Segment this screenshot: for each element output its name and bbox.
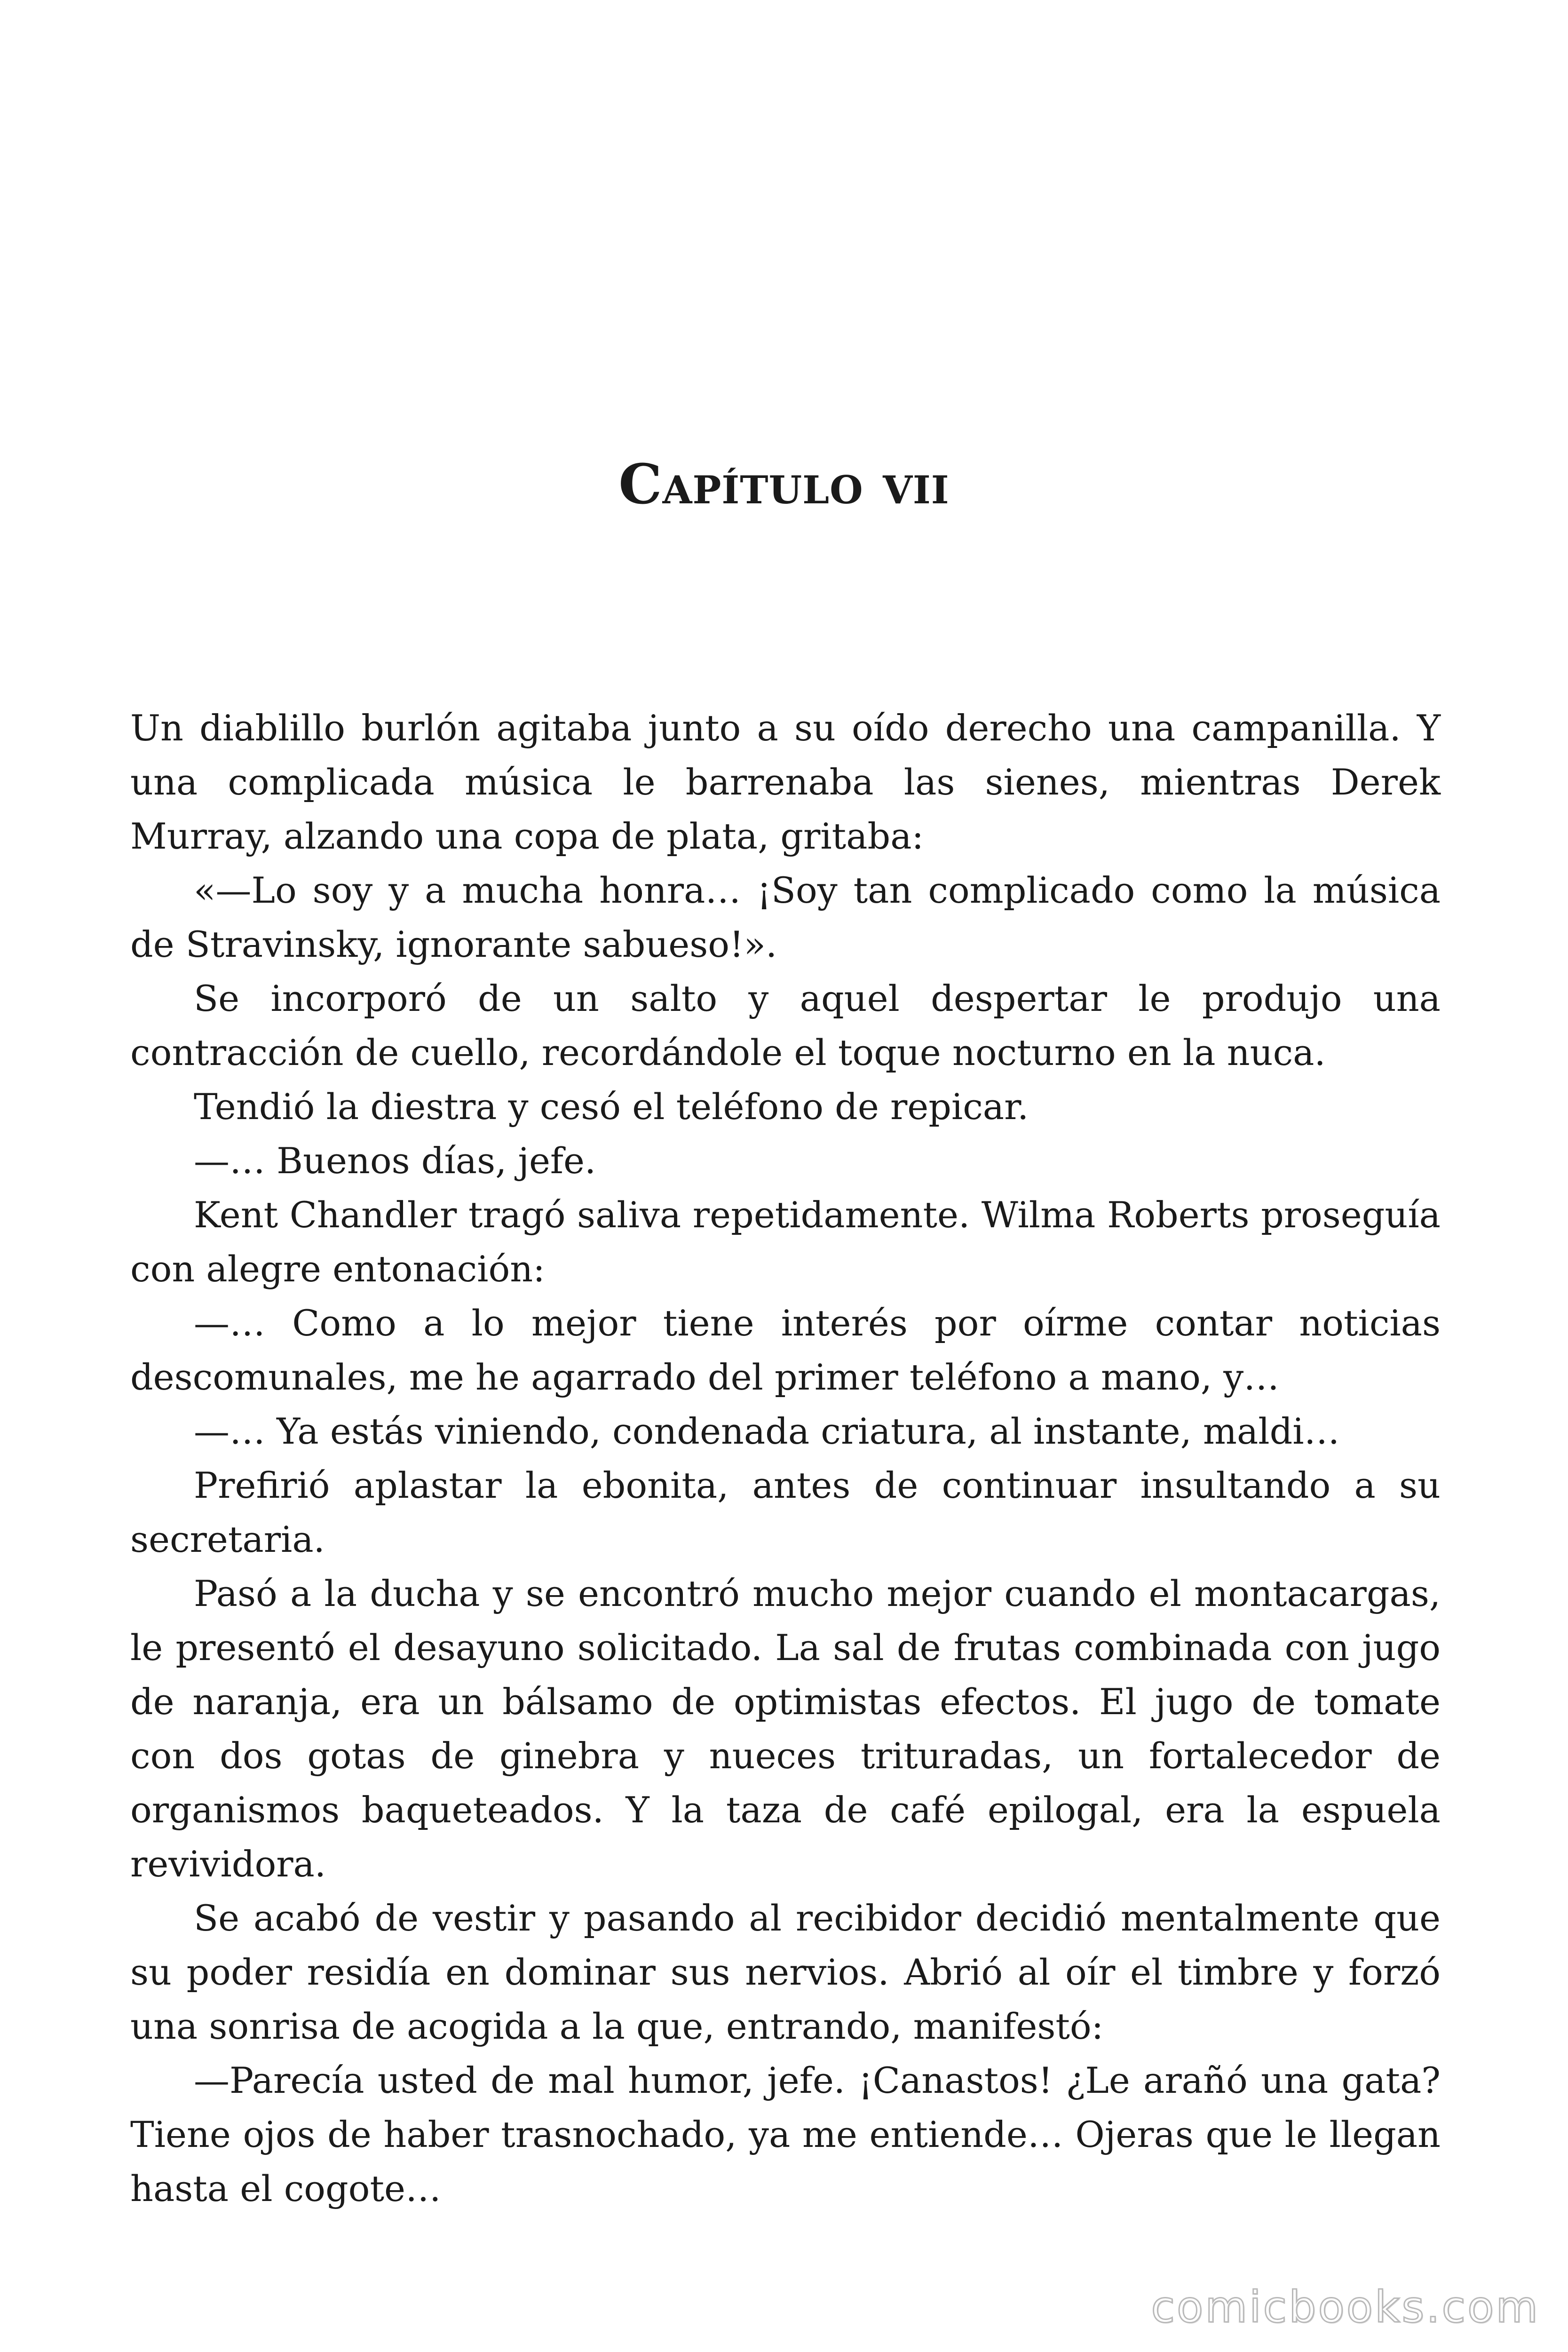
paragraph: Se acabó de vestir y pasando al recibidor decidió mentalmente que su poder residía en dominar sus nervios. Abrió al oír el timbre y forzó una sonrisa de acogida a la que, entrando, manifestó: [130,1897,1441,2047]
paragraph: Un diablillo burlón agitaba junto a su oído derecho una campanilla. Y una complicada música le barrenaba las sienes, mientras Derek Murray, alzando una copa de plata, gritaba: [130,707,1441,857]
paragraph: Tendió la diestra y cesó el teléfono de repicar. [194,1086,1029,1128]
paragraph: —… Buenos días, jefe. [194,1140,596,1182]
paragraph: Se incorporó de un salto y aquel despertar le produjo una contracción de cuello, recordándole el toque nocturno en la nuca. [130,977,1441,1073]
paragraph: «—Lo soy y a mucha honra… ¡Soy tan complicado como la música de Stravinsky, ignorante sabueso!». [130,869,1441,965]
watermark: comicbooks.com [1151,2282,1540,2332]
paragraph: —Parecía usted de mal humor, jefe. ¡Canastos! ¿Le arañó una gata? Tiene ojos de haber trasnochado, ya me entiende… Ojeras que le llegan hasta el cogote… [130,2059,1441,2209]
paragraph: Prefirió aplastar la ebonita, antes de continuar insultando a su secretaria. [130,1464,1441,1560]
paragraph: Pasó a la ducha y se encontró mucho mejor cuando el montacargas, le presentó el desayuno solicitado. La sal de frutas combinada con jugo de naranja, era un bálsamo de optimistas efectos. El jugo de tomate con dos gotas de ginebra y nueces trituradas, un fortalecedor de organismos baqueteados. Y la taza de café epilogal, era la espuela revividora. [130,1573,1441,1885]
paragraph: —… Como a lo mejor tiene interés por oírme contar noticias descomunales, me he agarrado del primer teléfono a mano, y… [130,1302,1441,1398]
chapter-body [130,701,1441,2216]
paragraph: Kent Chandler tragó saliva repetidamente. Wilma Roberts proseguía con alegre entonación: [130,1194,1441,1290]
chapter-title: Capítulo vii [618,453,950,516]
paragraph: —… Ya estás viniendo, condenada criatura, al instante, maldi… [194,1410,1340,1452]
